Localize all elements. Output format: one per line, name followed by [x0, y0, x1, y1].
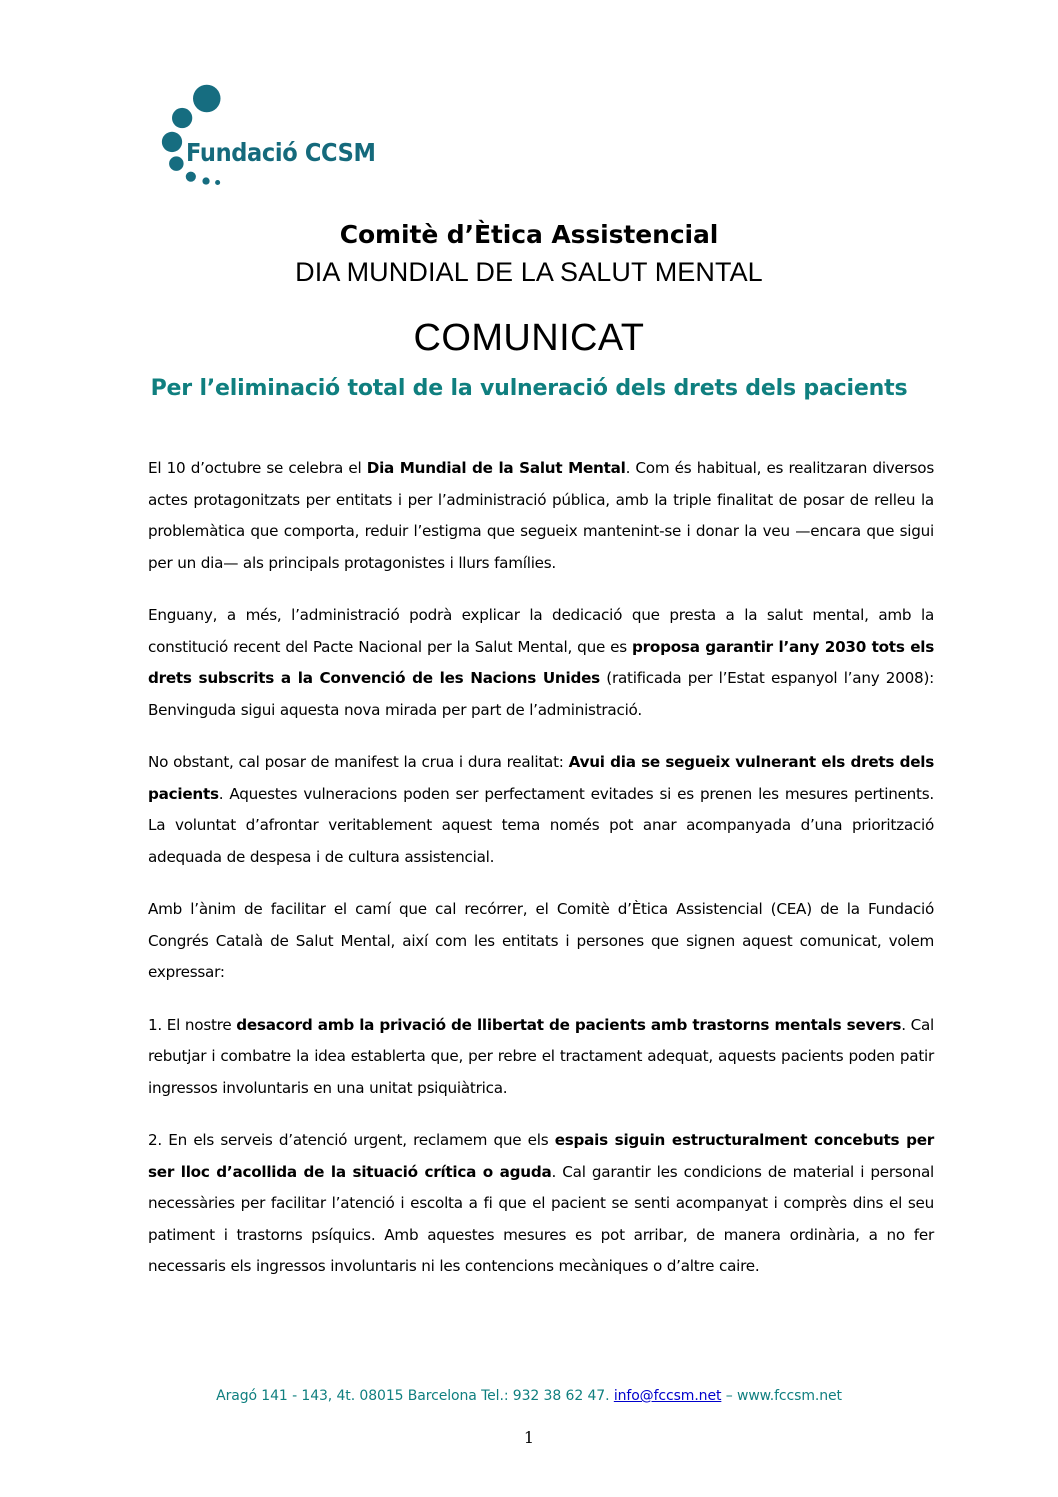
body-text: Amb l’ànim de facilitar el camí que cal recórrer, el Comitè d’Ètica Assistencial (CEA) de la Fundació Congrés Català de Salut Mental, així com les entitats i persones que signen aquest comunicat, volem expressar:: [148, 900, 934, 981]
paragraph-p4: [148, 894, 934, 989]
paragraph-p2: [148, 600, 934, 726]
document-subtitle: Per l’eliminació total de la vulneració dels drets dels pacients: [150, 375, 908, 401]
emphasis-text: Avui dia se segueix vulnerant els drets dels pacients: [148, 753, 934, 803]
emphasis-text: espais siguin estructuralment concebuts per ser lloc d’acollida de la situació crítica o aguda: [148, 1131, 935, 1181]
paragraph-p3: [148, 747, 934, 873]
logo-dot-1: [193, 85, 221, 113]
logo-dot-2: [172, 108, 192, 128]
body-text: No obstant, cal posar de manifest la crua i dura realitat:: [148, 753, 569, 771]
paragraph-item2: [148, 1125, 934, 1283]
paragraph-p1: [148, 453, 934, 579]
logo-dot-7: [215, 180, 220, 185]
body-text: . Aquestes vulneracions poden ser perfectament evitades si es prenen les mesures pertinents. La voluntat d’afrontar veritablement aquest tema només pot anar acompanyada d’una priorització adequada de despesa i de cultura assistencial.: [148, 784, 934, 866]
logo-wordmark: Fundació CCSM: [186, 138, 376, 167]
emphasis-text: desacord amb la privació de llibertat de pacients amb trastorns mentals severs: [236, 1015, 902, 1034]
page-footer: [0, 1388, 1058, 1404]
body-text: Enguany, a més, l’administració podrà explicar la dedicació que presta a la salut mental, amb la constitució recent del Pacte Nacional per la Salut Mental, que es: [148, 606, 934, 656]
event-title: DIA MUNDIAL DE LA SALUT MENTAL: [295, 257, 763, 287]
logo-dots-icon: [148, 84, 238, 189]
document-heading-block: [0, 218, 1058, 404]
logo-dot-4: [169, 156, 183, 170]
paragraph-item1: [148, 1010, 934, 1105]
body-text: 1. El nostre: [148, 1015, 237, 1034]
body-text: 2. En els serveis d’atenció urgent, reclamem que els: [148, 1131, 555, 1149]
body-text: . Cal garantir les condicions de material i personal necessàries per facilitar l’atenció i escolta a fi que el pacient se senti acompanyat i comprès dins el seu patiment i trastorns psíquics. Amb aquestes mesures es pot arribar, de manera ordinària, a no fer necessaris els ingressos involuntaris ni les contencions mecàniques o d’altre caire.: [148, 1162, 934, 1275]
footer-address: Aragó 141 - 143, 4t. 08015 Barcelona Tel.: 932 38 62 47.: [216, 1388, 610, 1404]
page-number: 1: [523, 1428, 535, 1447]
emphasis-text: Dia Mundial de la Salut Mental: [366, 459, 626, 477]
document-type-title: COMUNICAT: [413, 317, 645, 359]
document-body: [148, 453, 934, 1283]
committee-title: Comitè d’Ètica Assistencial: [339, 220, 719, 249]
logo-dot-6: [202, 177, 209, 184]
body-text: . Com és habitual, es realitzaran diversos actes protagonitzats per entitats i per l’administració pública, amb la triple finalitat de posar de relleu la problemàtica que comporta, reduir l’estigma que segueix mantenint-se i donar la veu —encara que sigui per un dia— als principals protagonistes i llurs famílies.: [148, 459, 934, 572]
footer-website: www.fccsm.net: [736, 1388, 842, 1404]
footer-separator: –: [725, 1388, 733, 1404]
body-text: . Cal rebutjar i combatre la idea establerta que, per rebre el tractament adequat, aquests pacients poden patir ingressos involuntaris en una unitat psiquiàtrica.: [148, 1015, 934, 1097]
logo-dot-5: [186, 172, 196, 182]
organization-logo: [148, 84, 378, 194]
body-text: El 10 d’octubre se celebra el: [148, 459, 367, 477]
footer-email-link[interactable]: info@fccsm.net: [613, 1388, 722, 1404]
logo-dot-3: [162, 132, 182, 152]
body-text: (ratificada per l’Estat espanyol l’any 2008): Benvinguda sigui aquesta nova mirada per part de l’administració.: [148, 669, 935, 719]
emphasis-text: proposa garantir l’any 2030 tots els drets subscrits a la Convenció de les Nacions Unides: [148, 637, 934, 687]
